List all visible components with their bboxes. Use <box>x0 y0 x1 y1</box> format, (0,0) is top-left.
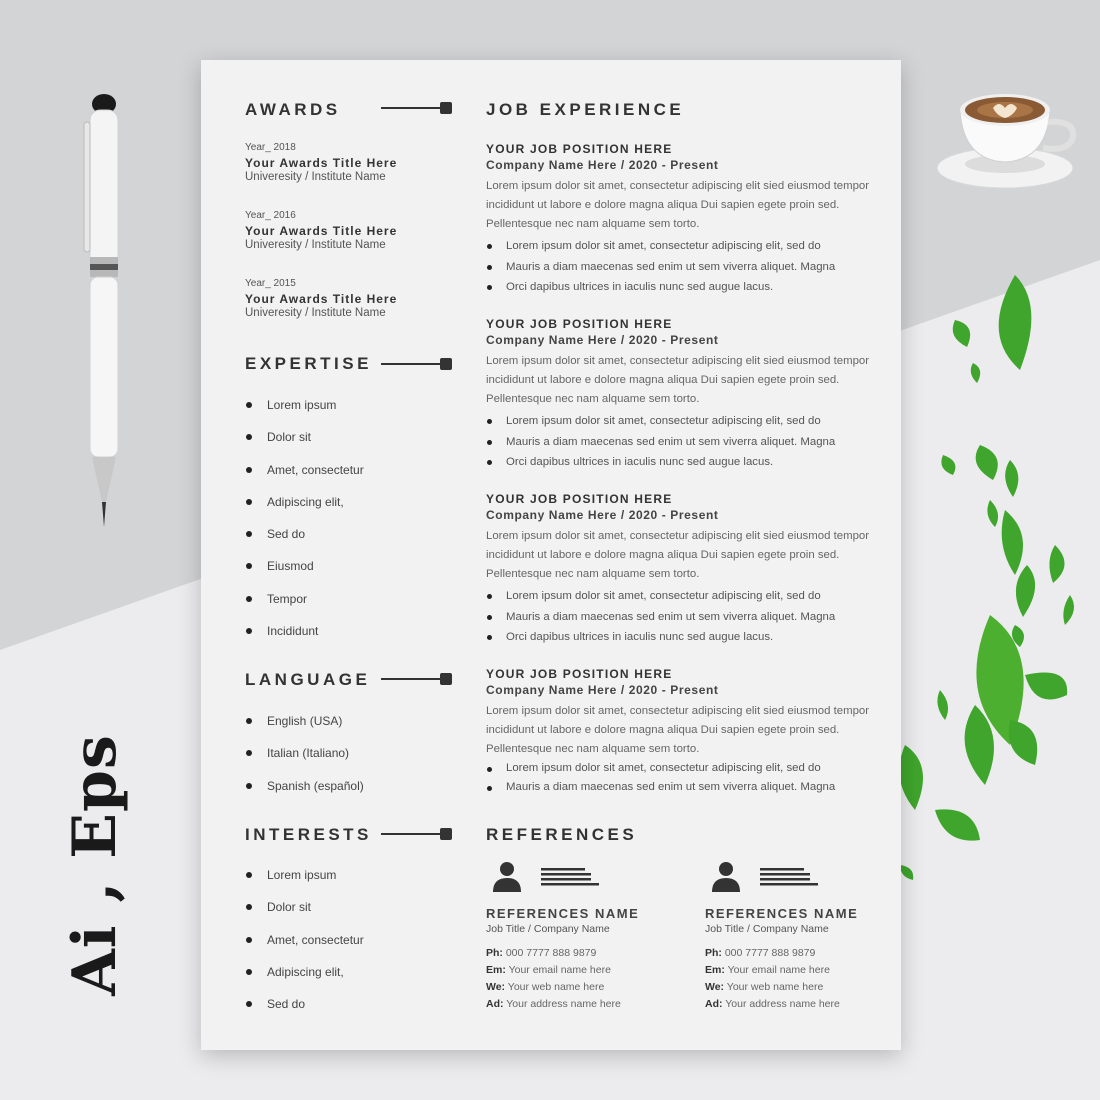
award-item <box>245 142 455 183</box>
language-list <box>245 714 364 811</box>
awards-divider <box>381 107 447 109</box>
reference-name: REFERENCES NAME <box>486 906 640 921</box>
expertise-item: Amet, consectetur <box>245 463 364 495</box>
reference-phone-label: Ph: <box>705 947 722 959</box>
job-bullets <box>486 411 871 473</box>
job-bullet: Lorem ipsum dolor sit amet, consectetur adipiscing elit, sed do <box>486 411 871 432</box>
reference-email-label: Em: <box>486 964 506 976</box>
reference-email: Your email name here <box>727 964 830 976</box>
expertise-item: Adipiscing elit, <box>245 495 364 527</box>
job-entry <box>486 492 871 648</box>
expertise-list <box>245 398 364 656</box>
job-entry <box>486 317 871 473</box>
reference-email-label: Em: <box>705 964 725 976</box>
language-item: Italian (Italiano) <box>245 746 364 778</box>
reference-name: REFERENCES NAME <box>705 906 859 921</box>
expertise-item: Tempor <box>245 592 364 624</box>
reference-card <box>486 860 676 1013</box>
job-bullet: Orci dapibus ultrices in iaculis nunc sed augue lacus. <box>486 627 871 648</box>
award-item <box>245 278 455 319</box>
expertise-item: Sed do <box>245 527 364 559</box>
job-bullet: Orci dapibus ultrices in iaculis nunc sed augue lacus. <box>486 452 871 473</box>
interests-divider <box>381 833 447 835</box>
language-item: English (USA) <box>245 714 364 746</box>
awards-heading <box>245 100 341 120</box>
job-entry <box>486 142 871 298</box>
reference-email: Your email name here <box>508 964 611 976</box>
job-bullet: Mauris a diam maecenas sed enim ut sem viverra aliquet. Magna <box>486 432 871 453</box>
expertise-item: Lorem ipsum <box>245 398 364 430</box>
expertise-item: Eiusmod <box>245 559 364 591</box>
job-company: Company Name Here / 2020 - Present <box>486 683 719 697</box>
person-icon <box>705 860 825 896</box>
job-bullet: Lorem ipsum dolor sit amet, consectetur adipiscing elit, sed do <box>486 759 871 778</box>
reference-web-label: We: <box>705 981 725 993</box>
interests-item: Dolor sit <box>245 900 364 932</box>
job-bullet: Mauris a diam maecenas sed enim ut sem viverra aliquet. Magna <box>486 257 871 278</box>
job-experience-title: JOB EXPERIENCE <box>486 100 685 119</box>
award-institute: Univeresity / Institute Name <box>245 239 386 251</box>
reference-address: Your address name here <box>725 998 840 1010</box>
reference-address-label: Ad: <box>486 998 504 1010</box>
award-year: Year_ 2018 <box>245 142 296 153</box>
award-institute: Univeresity / Institute Name <box>245 307 386 319</box>
reference-job: Job Title / Company Name <box>705 923 829 935</box>
job-company: Company Name Here / 2020 - Present <box>486 508 719 522</box>
reference-web: Your web name here <box>726 981 824 993</box>
job-bullet: Orci dapibus ultrices in iaculis nunc sed augue lacus. <box>486 277 871 298</box>
job-description: Lorem ipsum dolor sit amet, consectetur adipiscing elit sied eiusmod tempor incididunt ut labore e dolore magna aliqua Dui sapien egete proin sed. Pellentesque nec nam alquame sem torto. <box>486 705 870 755</box>
reference-phone-label: Ph: <box>486 947 503 959</box>
job-position: YOUR JOB POSITION HERE <box>486 492 673 506</box>
reference-contact <box>705 945 895 1013</box>
job-description: Lorem ipsum dolor sit amet, consectetur adipiscing elit sied eiusmod tempor incididunt ut labore e dolore magna aliqua Dui sapien egete proin sed. Pellentesque nec nam alquame sem torto. <box>486 180 870 230</box>
coffee-cup-icon <box>935 82 1077 192</box>
references-title: REFERENCES <box>486 825 638 844</box>
job-description: Lorem ipsum dolor sit amet, consectetur adipiscing elit sied eiusmod tempor incididunt ut labore e dolore magna aliqua Dui sapien egete proin sed. Pellentesque nec nam alquame sem torto. <box>486 530 870 580</box>
job-bullet: Mauris a diam maecenas sed enim ut sem viverra aliquet. Magna <box>486 607 871 628</box>
reference-web: Your web name here <box>507 981 605 993</box>
job-position: YOUR JOB POSITION HERE <box>486 317 673 331</box>
person-icon <box>486 860 606 896</box>
interests-item: Adipiscing elit, <box>245 965 364 997</box>
interests-item: Lorem ipsum <box>245 868 364 900</box>
award-title: Your Awards Title Here <box>245 156 398 170</box>
job-bullet: Mauris a diam maecenas sed enim ut sem viverra aliquet. Magna <box>486 778 871 797</box>
job-bullets <box>486 236 871 298</box>
pen-icon <box>82 92 122 532</box>
expertise-heading <box>245 354 372 374</box>
job-position: YOUR JOB POSITION HERE <box>486 667 673 681</box>
award-title: Your Awards Title Here <box>245 292 398 306</box>
award-title: Your Awards Title Here <box>245 224 398 238</box>
reference-job: Job Title / Company Name <box>486 923 610 935</box>
expertise-item: Dolor sit <box>245 430 364 462</box>
reference-phone: 000 7777 888 9879 <box>724 947 816 959</box>
reference-avatar <box>486 860 676 900</box>
job-bullet: Lorem ipsum dolor sit amet, consectetur adipiscing elit, sed do <box>486 236 871 257</box>
job-position: YOUR JOB POSITION HERE <box>486 142 673 156</box>
language-divider <box>381 678 447 680</box>
interests-list <box>245 868 364 1029</box>
reference-card <box>705 860 895 1013</box>
language-divider-knob <box>440 673 452 685</box>
reference-web-label: We: <box>486 981 506 993</box>
job-bullets <box>486 586 871 648</box>
leaves-decoration <box>895 265 1100 885</box>
reference-contact <box>486 945 676 1013</box>
job-entry <box>486 667 871 796</box>
award-year: Year_ 2015 <box>245 278 296 289</box>
expertise-title: EXPERTISE <box>245 354 372 373</box>
awards-title: AWARDS <box>245 100 341 119</box>
interests-divider-knob <box>440 828 452 840</box>
format-label <box>60 734 130 996</box>
reference-avatar <box>705 860 895 900</box>
job-experience-heading <box>486 100 684 120</box>
interests-item: Sed do <box>245 997 364 1029</box>
expertise-item: Incididunt <box>245 624 364 656</box>
expertise-divider-knob <box>440 358 452 370</box>
award-institute: Univeresity / Institute Name <box>245 171 386 183</box>
resume-page <box>201 60 901 1050</box>
reference-address: Your address name here <box>506 998 621 1010</box>
award-item <box>245 210 455 251</box>
language-heading <box>245 670 370 690</box>
reference-address-label: Ad: <box>705 998 723 1010</box>
awards-divider-knob <box>440 102 452 114</box>
language-item: Spanish (español) <box>245 779 364 811</box>
expertise-divider <box>381 363 447 365</box>
job-bullets <box>486 759 871 796</box>
award-year: Year_ 2016 <box>245 210 296 221</box>
interests-heading <box>245 825 372 845</box>
reference-phone: 000 7777 888 9879 <box>505 947 597 959</box>
job-bullet: Lorem ipsum dolor sit amet, consectetur adipiscing elit, sed do <box>486 586 871 607</box>
language-title: LANGUAGE <box>245 670 371 689</box>
format-label-text: Ai , Eps <box>60 734 130 996</box>
job-company: Company Name Here / 2020 - Present <box>486 158 719 172</box>
interests-title: INTERESTS <box>245 825 372 844</box>
references-heading <box>486 825 637 845</box>
interests-item: Amet, consectetur <box>245 933 364 965</box>
job-company: Company Name Here / 2020 - Present <box>486 333 719 347</box>
job-description: Lorem ipsum dolor sit amet, consectetur adipiscing elit sied eiusmod tempor incididunt ut labore e dolore magna aliqua Dui sapien egete proin sed. Pellentesque nec nam alquame sem torto. <box>486 355 870 405</box>
